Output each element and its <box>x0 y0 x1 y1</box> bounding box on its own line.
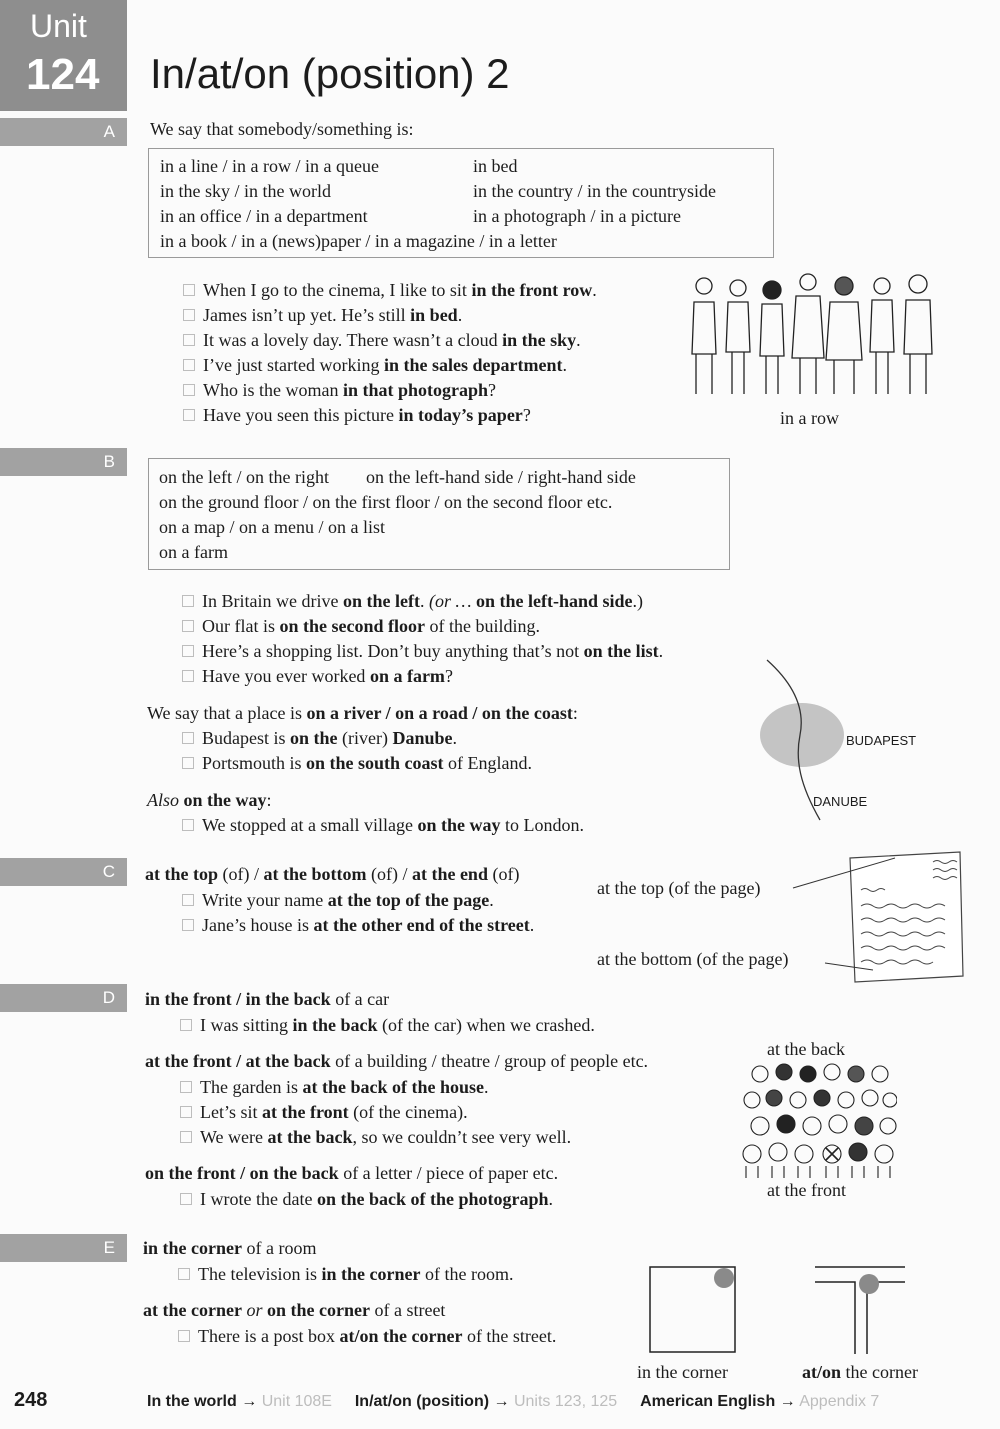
box-b-line-3: on a map / on a menu / on a list <box>159 517 385 537</box>
section-tab-b: B <box>0 448 127 476</box>
example-d-5: I wrote the date on the back of the photograph. <box>180 1187 553 1212</box>
label-at-the-front: at the front <box>767 1180 846 1200</box>
place-intro: We say that a place is on a river / on a road / on the coast: <box>147 703 578 723</box>
crowd-row-third <box>751 1115 896 1135</box>
example-b-2: Our flat is on the second floor of the building. <box>182 614 540 639</box>
footer-ref-1-link[interactable]: Unit 108E <box>261 1393 332 1410</box>
section-tab-c: C <box>0 858 127 886</box>
box-a-right-3: in a photograph / in a picture <box>473 206 681 226</box>
section-tab-a: A <box>0 118 127 146</box>
example-a-6: Have you seen this picture in today’s paper? <box>183 403 531 428</box>
unit-badge <box>0 0 127 111</box>
example-d-1: I was sitting in the back (of the car) when we crashed. <box>180 1013 595 1038</box>
person-figure-4 <box>792 274 824 394</box>
box-a-bottom: in a book / in a (news)paper / in a magazine / in a letter <box>160 231 557 251</box>
footer-cross-references <box>147 1393 879 1411</box>
section-d-heading-3: on the front / on the back of a letter / piece of paper etc. <box>145 1163 559 1183</box>
street-corner-diagram <box>815 1262 910 1357</box>
example-b-7: We stopped at a small village on the way to London. <box>182 813 584 838</box>
example-a-2: James isn’t up yet. He’s still in bed. <box>183 303 462 328</box>
people-in-a-row-illustration <box>690 272 940 402</box>
example-a-4: I’ve just started working in the sales department. <box>183 353 567 378</box>
person-figure-2 <box>726 280 750 394</box>
crowd-row-middle <box>744 1090 897 1108</box>
box-a-left-3: in an office / in a department <box>160 206 368 226</box>
box-a-right-2: in the country / in the countryside <box>473 181 716 201</box>
box-a-left-2: in the sky / in the world <box>160 181 331 201</box>
example-a-5: Who is the woman in that photograph? <box>183 378 496 403</box>
corner-post-box-dot <box>859 1274 879 1294</box>
caption-at-on-the-corner: at/on the corner <box>802 1362 918 1382</box>
box-b-line-4: on a farm <box>159 542 228 562</box>
example-b-5: Budapest is on the (river) Danube. <box>182 726 457 751</box>
label-at-the-top: at the top (of the page) <box>597 878 761 898</box>
footer-ref-2-label: In/at/on (position) <box>354 1393 490 1410</box>
footer-ref-3-link[interactable]: Appendix 7 <box>799 1393 880 1410</box>
footer-ref-2-link[interactable]: Units 123, 125 <box>513 1393 618 1410</box>
room-corner-diagram <box>645 1262 740 1357</box>
map-label-budapest: BUDAPEST <box>846 733 917 748</box>
crowd-row-back <box>752 1064 888 1082</box>
box-a-right-1: in bed <box>473 156 518 176</box>
example-e-2: There is a post box at/on the corner of the street. <box>178 1324 556 1349</box>
arrow-icon: → <box>493 1393 510 1410</box>
also-on-the-way: Also on the way: <box>147 790 272 810</box>
footer-ref-3-label: American English <box>640 1393 776 1410</box>
arrow-icon: → <box>779 1393 796 1410</box>
section-c-heading: at the top (of) / at the bottom (of) / at the end (of) <box>145 864 520 884</box>
label-at-the-back: at the back <box>767 1039 845 1059</box>
person-figure-7 <box>904 275 932 394</box>
section-a-intro: We say that somebody/something is: <box>150 119 414 139</box>
example-c-1: Write your name at the top of the page. <box>182 888 494 913</box>
arrow-icon: → <box>241 1393 258 1410</box>
example-a-1: When I go to the cinema, I like to sit in the front row. <box>183 278 597 303</box>
budapest-city-shape <box>760 703 844 767</box>
example-b-1: In Britain we drive on the left. (or … on the left-hand side.) <box>182 589 643 614</box>
person-figure-1 <box>692 278 716 394</box>
section-e-heading-2: at the corner or on the corner of a street <box>143 1300 446 1320</box>
example-d-4: We were at the back, so we couldn’t see very well. <box>180 1125 571 1150</box>
corner-dot <box>714 1268 734 1288</box>
section-tab-e: E <box>0 1234 127 1262</box>
section-d-heading-2: at the front / at the back of a building / theatre / group of people etc. <box>145 1051 649 1071</box>
box-b-line-1: on the left / on the right on the left-hand side / right-hand side <box>159 467 636 487</box>
page-number: 248 <box>14 1389 48 1411</box>
example-b-3: Here’s a shopping list. Don’t buy anything that’s not on the list. <box>182 639 663 664</box>
section-d-heading-1: in the front / in the back of a car <box>145 989 390 1009</box>
section-e-heading-1: in the corner of a room <box>143 1238 317 1258</box>
example-d-3: Let’s sit at the front (of the cinema). <box>180 1100 468 1125</box>
unit-word: Unit <box>30 8 87 44</box>
section-tab-d: D <box>0 984 127 1012</box>
example-a-3: It was a lovely day. There wasn’t a cloud in the sky. <box>183 328 581 353</box>
example-d-2: The garden is at the back of the house. <box>180 1075 488 1100</box>
person-figure-3 <box>760 281 784 394</box>
example-b-6: Portsmouth is on the south coast of England. <box>182 751 532 776</box>
box-b-line-2: on the ground floor / on the first floor / on the second floor etc. <box>159 492 613 512</box>
example-c-2: Jane’s house is at the other end of the street. <box>182 913 534 938</box>
crowd-of-people-illustration <box>742 1062 897 1180</box>
example-e-1: The television is in the corner of the room. <box>178 1262 513 1287</box>
box-a-left-1: in a line / in a row / in a queue <box>160 156 379 176</box>
page-letter-illustration <box>785 848 965 988</box>
caption-in-a-row: in a row <box>780 408 839 428</box>
x-mark-icon <box>826 1148 838 1160</box>
person-figure-5 <box>826 277 862 394</box>
map-label-danube: DANUBE <box>813 794 868 809</box>
label-at-the-bottom: at the bottom (of the page) <box>597 949 789 969</box>
unit-number: 124 <box>26 50 100 99</box>
person-figure-6 <box>870 278 894 394</box>
example-b-4: Have you ever worked on a farm? <box>182 664 453 689</box>
caption-in-the-corner: in the corner <box>637 1362 728 1382</box>
page-title: In/at/on (position) 2 <box>150 50 510 97</box>
footer-ref-1-label: In the world <box>147 1393 237 1410</box>
crowd-row-front <box>743 1143 893 1178</box>
